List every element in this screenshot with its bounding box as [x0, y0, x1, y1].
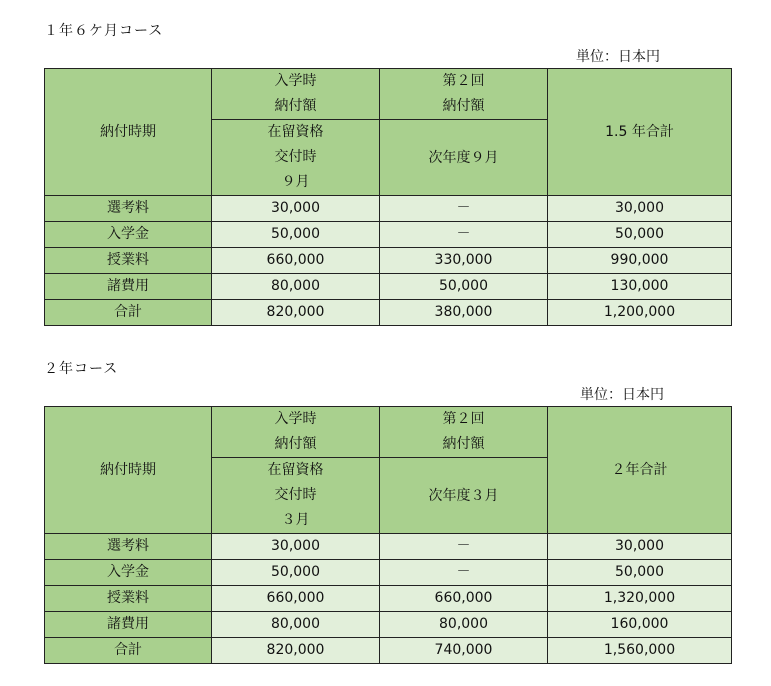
- second-amount: －: [380, 222, 548, 248]
- row-label: 選考料: [45, 196, 212, 222]
- first-payment-timing: [212, 120, 380, 196]
- second-amount: 740,000: [380, 638, 548, 664]
- first-amount: 30,000: [212, 196, 380, 222]
- table-row: [45, 196, 732, 222]
- table-row: [45, 248, 732, 274]
- course-title-2: ２年コース: [44, 361, 119, 377]
- period-header: [45, 407, 212, 534]
- second-amount: 330,000: [380, 248, 548, 274]
- first-amount: 50,000: [212, 222, 380, 248]
- total-amount: 160,000: [548, 612, 732, 638]
- table-row: [45, 560, 732, 586]
- period-label: 納付時期: [100, 462, 156, 478]
- header-text: ９月: [281, 174, 310, 190]
- course-title-1: １年６ケ月コース: [44, 23, 164, 39]
- header-text: 納付額: [442, 98, 485, 114]
- first-amount: 50,000: [212, 560, 380, 586]
- first-amount: 660,000: [212, 586, 380, 612]
- header-text: 在留資格: [267, 124, 324, 140]
- second-payment-header: [380, 69, 548, 120]
- fee-table-2: [44, 406, 732, 664]
- total-amount: 50,000: [548, 222, 732, 248]
- header-text: ３月: [281, 512, 310, 528]
- total-label: ２年合計: [611, 462, 668, 478]
- row-label: 諸費用: [45, 274, 212, 300]
- second-amount: 50,000: [380, 274, 548, 300]
- header-text: 交付時: [274, 487, 317, 503]
- period-header: [45, 69, 212, 196]
- second-payment-timing: [380, 458, 548, 534]
- header-text: 次年度９月: [428, 149, 499, 166]
- total-amount: 1,200,000: [548, 300, 732, 326]
- fee-table-1: [44, 68, 732, 326]
- header-text: 入学時: [274, 73, 317, 89]
- total-header: [548, 407, 732, 534]
- period-label: 納付時期: [100, 124, 156, 140]
- table-row: [45, 586, 732, 612]
- first-amount: 820,000: [212, 300, 380, 326]
- first-amount: 80,000: [212, 612, 380, 638]
- header-text: 納付額: [274, 98, 317, 114]
- total-header: [548, 69, 732, 196]
- table-row: [45, 274, 732, 300]
- total-amount: 990,000: [548, 248, 732, 274]
- second-payment-header: [380, 407, 548, 458]
- table-row-total: [45, 300, 732, 326]
- header-text: 交付時: [274, 149, 317, 165]
- table-row-total: [45, 638, 732, 664]
- total-amount: 1,320,000: [548, 586, 732, 612]
- row-label: 授業料: [45, 248, 212, 274]
- total-amount: 50,000: [548, 560, 732, 586]
- first-amount: 80,000: [212, 274, 380, 300]
- first-amount: 820,000: [212, 638, 380, 664]
- first-payment-timing: [212, 458, 380, 534]
- row-label: 合計: [45, 300, 212, 326]
- first-amount: 30,000: [212, 534, 380, 560]
- header-text: 第２回: [442, 411, 485, 427]
- total-label: 1.5 年合計: [605, 124, 674, 140]
- header-text: 納付額: [442, 436, 485, 452]
- unit-label-1: 単位：日本円: [576, 49, 660, 65]
- second-amount: 380,000: [380, 300, 548, 326]
- row-label: 入学金: [45, 222, 212, 248]
- total-amount: 130,000: [548, 274, 732, 300]
- row-label: 選考料: [45, 534, 212, 560]
- row-label: 諸費用: [45, 612, 212, 638]
- second-payment-timing: [380, 120, 548, 196]
- table-row: [45, 222, 732, 248]
- row-label: 入学金: [45, 560, 212, 586]
- table-row: [45, 534, 732, 560]
- first-payment-header: [212, 407, 380, 458]
- header-text: 在留資格: [267, 462, 324, 478]
- total-amount: 1,560,000: [548, 638, 732, 664]
- header-text: 次年度３月: [428, 487, 499, 504]
- header-text: 納付額: [274, 436, 317, 452]
- table-row: [45, 612, 732, 638]
- second-amount: 80,000: [380, 612, 548, 638]
- second-amount: －: [380, 534, 548, 560]
- second-amount: －: [380, 196, 548, 222]
- unit-label-2: 単位：日本円: [580, 387, 664, 403]
- header-text: 入学時: [274, 411, 317, 427]
- row-label: 授業料: [45, 586, 212, 612]
- row-label: 合計: [45, 638, 212, 664]
- total-amount: 30,000: [548, 534, 732, 560]
- first-payment-header: [212, 69, 380, 120]
- second-amount: 660,000: [380, 586, 548, 612]
- header-text: 第２回: [442, 73, 485, 89]
- first-amount: 660,000: [212, 248, 380, 274]
- second-amount: －: [380, 560, 548, 586]
- total-amount: 30,000: [548, 196, 732, 222]
